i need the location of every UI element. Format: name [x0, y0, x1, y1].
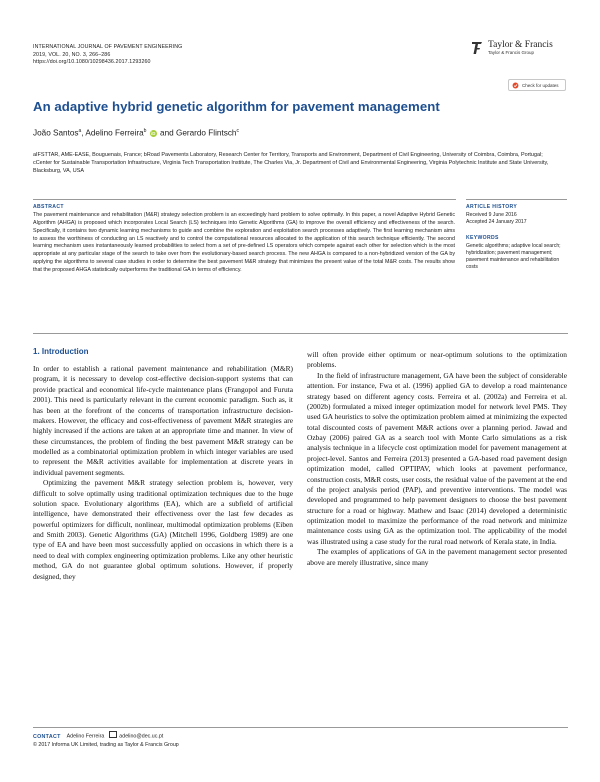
- author-name[interactable]: João Santos: [33, 128, 79, 138]
- email-icon: [109, 731, 117, 738]
- body-paragraph: In the field of infrastructure management, GA have been the subject of considerable attention. For instance, Fwa et al. (1996) applied GA to develop a road maintenance strategy based on different agency costs. Ferreira et al. (2002a) and Ferreira et al. (2002b) formulated a mixed integer optimization model for network level PMS. They used GA heuristics to solve the optimization problem aimed at minimizing the expected total discounted costs of pavement M&R actions over a planning period. Jawad and Ozbay (2006) paired GA as a search tool with Monte Carlo simulations as a risk analysis technique in a lifecycle cost optimization model for pavement management at project-level. Santos and Ferreira (2013) presented a GA-based road pavement design optimization model, called OPTIPAV, which looks at pavement performance, construction costs, M&R costs, user costs, the residual value of the pavement at the end of the project analysis period (PAP), and preventive interventions. The model was developed and programmed to help pavement designers to choose the best pavement structure for a road or highway. Mathew and Isaac (2014) developed a deterministic optimization model to maximize the performance of the road network and minimize maintenance costs using GA as the optimization tool. The applicability of the model was illustrated using a case study for the rural road network of Kerala state, in India.: [307, 370, 567, 546]
- author-name[interactable]: Gerardo Flintsch: [175, 128, 237, 138]
- body-paragraph: The examples of applications of GA in the pavement management sector presented above are merely illustrative, since many: [307, 547, 567, 567]
- contact-email[interactable]: adelino@dec.uc.pt: [119, 733, 164, 740]
- contact-name: Adelino Ferreira: [66, 733, 105, 740]
- copyright-notice: © 2017 Informa UK Limited, trading as Taylor & Francis Group: [33, 742, 179, 748]
- publisher-group: Taylor & Francis Group: [488, 50, 535, 55]
- body-paragraph: will often provide either optimum or near-optimum solutions to the optimization problems.: [307, 350, 567, 370]
- abstract-top-divider: [33, 199, 456, 200]
- check-updates-label: Check for updates: [522, 82, 559, 88]
- author-affiliation-marker: a: [78, 128, 82, 134]
- author-name[interactable]: Adelino Ferreira: [85, 128, 144, 138]
- publisher-name: Taylor & Francis: [488, 40, 553, 50]
- body-paragraph: Optimizing the pavement M&R strategy selection problem is, however, very difficult to solve optimally using traditional optimization techniques due to the huge solution space. Evolutionary algorithms (EA), which are a subfield of artificial intelligence, have demonstrated their effectiveness over the last few decades as powerful optimizers for difficult, nonlinear, multimodal optimization problems (Eiben and Smith 2003). Genetic Algorithms (GA) (Mitchell 1996, Goldberg 1989) are one type of EA and have been most successfully applied on occasions in which there is a need to deal with complex engineering optimization problems. Like any other heuristic method, GA do not guarantee global optimum solutions. However, if properly designed, they: [33, 478, 293, 581]
- author-list: [33, 128, 239, 138]
- doi-link[interactable]: https://doi.org/10.1080/10298436.2017.1293260: [33, 59, 151, 66]
- journal-meta: [33, 44, 182, 67]
- publisher-logo: [470, 40, 553, 56]
- body-column-left: [33, 364, 293, 582]
- footer-divider: [33, 727, 568, 728]
- check-updates-button[interactable]: [508, 79, 566, 91]
- abstract-bottom-divider: [33, 333, 568, 334]
- received-date: Received 9 June 2016: [466, 212, 517, 218]
- contact-line: [33, 731, 163, 740]
- journal-name: INTERNATIONAL JOURNAL OF PAVEMENT ENGINEERING: [33, 44, 183, 50]
- introduction-heading: 1. Introduction: [33, 347, 89, 356]
- abstract-section: [33, 204, 455, 275]
- check-updates-icon: [512, 82, 519, 89]
- accepted-date: Accepted 24 January 2017: [466, 219, 527, 226]
- article-history-heading: ARTICLE HISTORY: [466, 204, 518, 210]
- article-sidebar: [466, 204, 568, 272]
- journal-citation: 2019, VOL. 20, NO. 3, 266–286: [33, 51, 111, 58]
- author-separator: ,: [81, 128, 86, 138]
- body-column-right: [307, 350, 567, 568]
- contact-label: CONTACT: [33, 733, 61, 740]
- affiliations: aIFSTTAR, AME-EASE, Bouguenais, France; bRoad Pavements Laboratory, Research Center for Territory, Transports and Environment, Department of Civil Engineering, University of Coimbra, Coimbra, Portugal; cCenter for Sustainable Transportation Infrastructure, Virginia Tech Transportation Institute, The Charles Via, Jr. Department of Civil and Environmental Engineering, Virginia Polytechnic Institute and State University, Blacksburg, VA, USA: [33, 152, 549, 175]
- keywords-text: Genetic algorithms; adaptive local search; hybridization; pavement management; pavement maintenance and rehabilitation costs: [466, 242, 561, 271]
- author-separator: and: [157, 128, 176, 138]
- author-affiliation-marker: c: [236, 128, 239, 134]
- article-title: An adaptive hybrid genetic algorithm for pavement management: [33, 99, 440, 114]
- abstract-text: The pavement maintenance and rehabilitation (M&R) strategy selection problem is an exceedingly hard problem to solve optimally. In this paper, a novel Adaptive Hybrid Genetic Algorithm (AHGA) is proposed which incorporates Local Search (LS) techniques into Genetic Algorithms (GA) to improve the overall efficiency and effectiveness of the search. Specifically, it contains two dynamic learning mechanisms to guide and combine the exploration and exploitation search processes adaptively. The first learning mechanism aims to assess the worthiness of conducting an LS reactively and to control the computational resources allocated to the application of this search technique efficiently. The second learning mechanism uses instantaneously learned probabilities to select from a set of pre-defined LS operators which compete against each other for selection which is the most appropriate at any particular stage of the search to take over from the evolutionary-based search process. The new AHGA is compared to a non-hybridized version of the GA by applying the algorithms to several case studies in order to determine the best pavement M&R strategy that minimizes the present value of the total M&R costs. The results show that the proposed AHGA statistically outperforms the traditional GA in terms of efficiency.: [33, 212, 455, 273]
- publisher-logo-icon: [470, 40, 484, 56]
- author-affiliation-marker: b: [143, 128, 147, 134]
- orcid-icon[interactable]: iD: [151, 130, 156, 136]
- keywords-heading: KEYWORDS: [466, 234, 499, 241]
- sidebar-top-divider: [466, 199, 567, 200]
- abstract-heading: ABSTRACT: [33, 204, 64, 210]
- body-paragraph: In order to establish a rational pavement maintenance and rehabilitation (M&R) program, it is necessary to develop cost-effective decision-support systems that can provide practical and economical life-cycle maintenance plans (Frangopol and Furuta 2001). This need is particularly relevant in the current economic paradigm. Such as, it has been at the forefront of the concerns of transportation infrastructure decision-makers. However, the efficacy and cost-effectiveness of pavement M&R strategies are highly increased if the actions are taken at an appropriate time and manner. In view of these circumstances, the problem of finding the best pavement M&R strategy can be modelled as a combinatorial optimization problem in which integer variables are used to represent the M&R activities available for implementation at discrete years in individual pavement segments.: [33, 364, 293, 477]
